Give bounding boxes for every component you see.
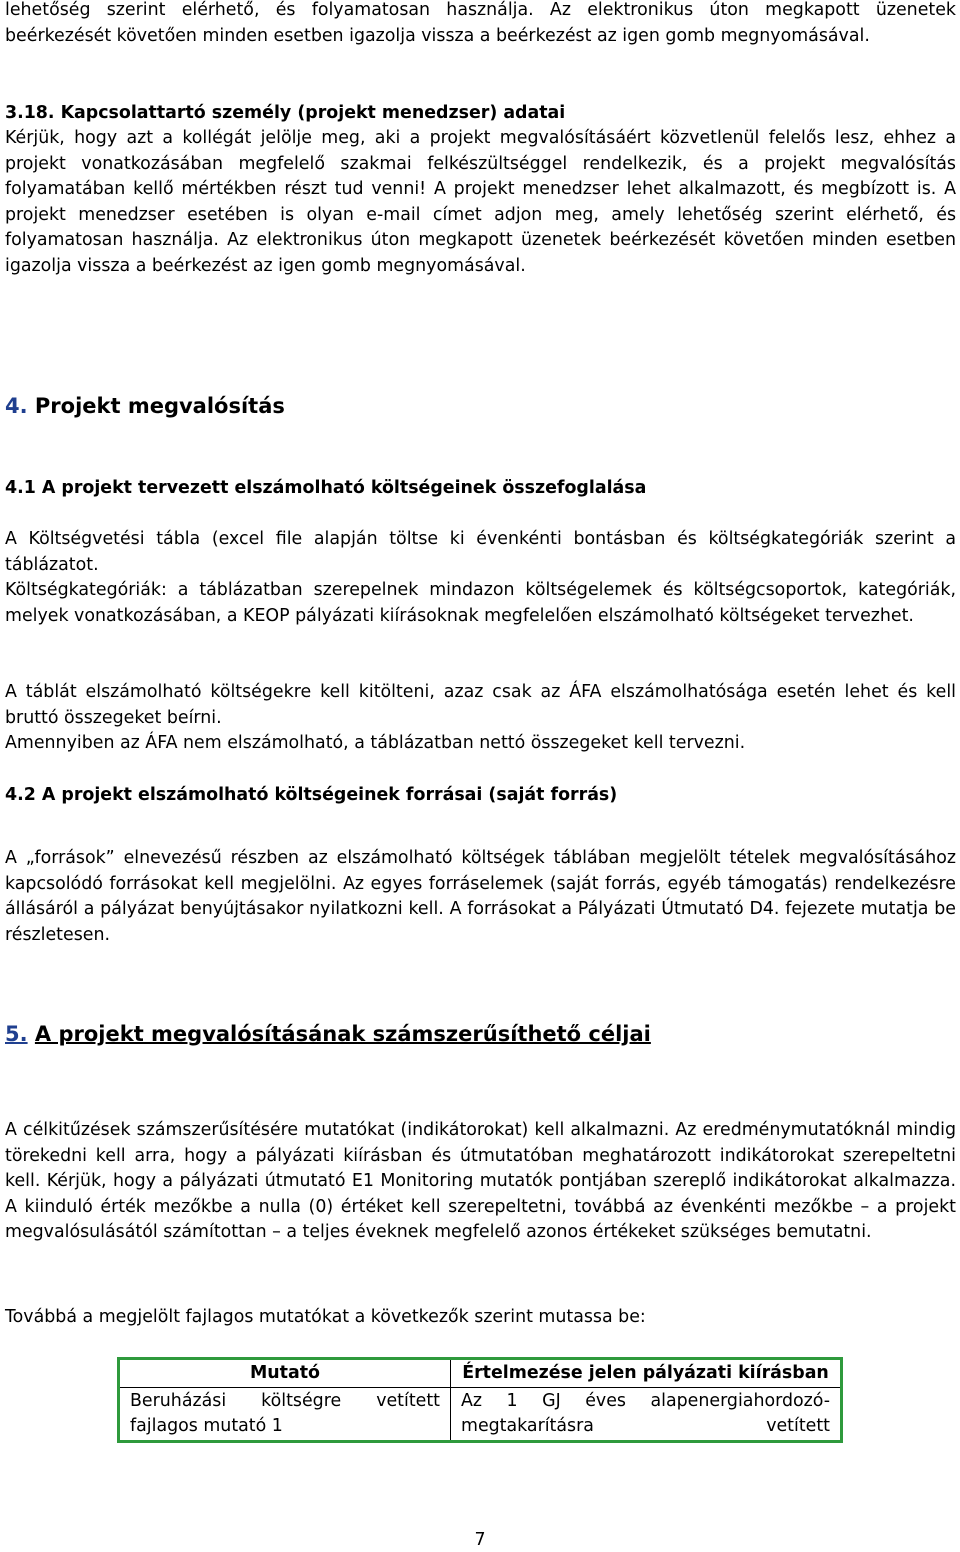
table-header-cell: Értelmezése jelen pályázati kiírásban [451,1359,842,1388]
section-4-heading [5,394,285,418]
intro-paragraph: lehetőség szerint elérhető, és folyamatosan használja. Az elektronikus úton megkapott üzenetek beérkezését követően minden esetben igazolja vissza a beérkezést az igen gomb megnyomásával. [5,0,956,46]
section-5-p2: Továbbá a megjelölt fajlagos mutatókat a következők szerint mutassa be: [5,1307,646,1327]
table-cell: Beruházási költségre vetített fajlagos mutató 1 [119,1388,451,1442]
section-4-1-p2: Költségkategóriák: a táblázatban szerepelnek mindazon költségelemek és költségcsoportok, kategóriák, melyek vonatkozásában, a KEOP pályázati kiírásoknak megfelelően elszámolható költségeket tervezhet. [5,580,956,626]
section-5-p1: A célkitűzések számszerűsítésére mutatókat (indikátorokat) kell alkalmazni. Az eredménymutatóknál mindig törekedni kell arra, hogy a pályázati kiírásban és útmutatóban meghatározott indikátorokat szerepeltetni kell. Kérjük, hogy a pályázati útmutató E1 Monitoring mutatók pontjában szereplő indikátorokat alkalmazza. A kiinduló érték mezőkbe a nulla (0) értéket kell szerepeltetni, továbbá az évenkénti mezőkbe – a projekt megvalósulásától számítottan – a teljes éveknek megfelelő azonos értékeket szükséges bemutatni. [5,1120,956,1242]
section-4-1-p1: A Költségvetési tábla (excel file alapján töltse ki évenkénti bontásban és költségkategóriák szerint a táblázatot. [5,529,956,575]
table-header-row [119,1359,842,1388]
table-cell: Az 1 GJ éves alapenergiahordozó-megtakarításra vetített [451,1388,842,1442]
page-number: 7 [474,1530,486,1550]
indicator-table [117,1357,843,1443]
section-4-2-body: A „források” elnevezésű részben az elszámolható költségek táblában megjelölt tételek megvalósításához kapcsolódó forrásokat kell megjelölni. Az egyes forráselemek (saját forrás, egyéb támogatás) rendelkezésre állásáról a pályázat benyújtásakor nyilatkozni kell. A forrásokat a Pályázati Útmutató D4. fejezete mutatja be részletesen. [5,848,956,945]
section-5-title: A projekt megvalósításának számszerűsíthető céljai [34,1022,651,1046]
section-4-title: Projekt megvalósítás [34,394,285,418]
table-header-cell: Mutató [119,1359,451,1388]
section-3-18-body: Kérjük, hogy azt a kollégát jelölje meg, aki a projekt megvalósításáért közvetlenül felelős lesz, ehhez a projekt vonatkozásában megfelelő szakmai felkészültséggel rendelkezik, és a projekt megvalósítás folyamatában kellő mértékben részt tud venni! A projekt menedzser lehet alkalmazott, és megbízott is. A projekt menedzser esetében is olyan e-mail címet adjon meg, amely lehetőség szerint elérhető, és folyamatosan használja. Az elektronikus úton megkapott üzenetek beérkezését követően minden esetben igazolja vissza a beérkezést az igen gomb megnyomásával. [5,128,956,276]
section-4-1-p4: Amennyiben az ÁFA nem elszámolható, a táblázatban nettó összegeket kell tervezni. [5,733,746,753]
table-row [119,1388,842,1442]
section-4-number: 4. [5,394,28,418]
section-5-heading [5,1022,651,1046]
section-4-1-p3: A táblát elszámolható költségekre kell kitölteni, azaz csak az ÁFA elszámolhatósága esetén lehet és kell bruttó összegeket beírni. [5,682,956,728]
section-5-number: 5. [5,1022,28,1046]
section-4-2-heading: 4.2 A projekt elszámolható költségeinek forrásai (saját forrás) [5,785,618,805]
section-3-18-heading: 3.18. Kapcsolattartó személy (projekt menedzser) adatai [5,103,566,123]
section-4-1-heading: 4.1 A projekt tervezett elszámolható költségeinek összefoglalása [5,478,647,498]
